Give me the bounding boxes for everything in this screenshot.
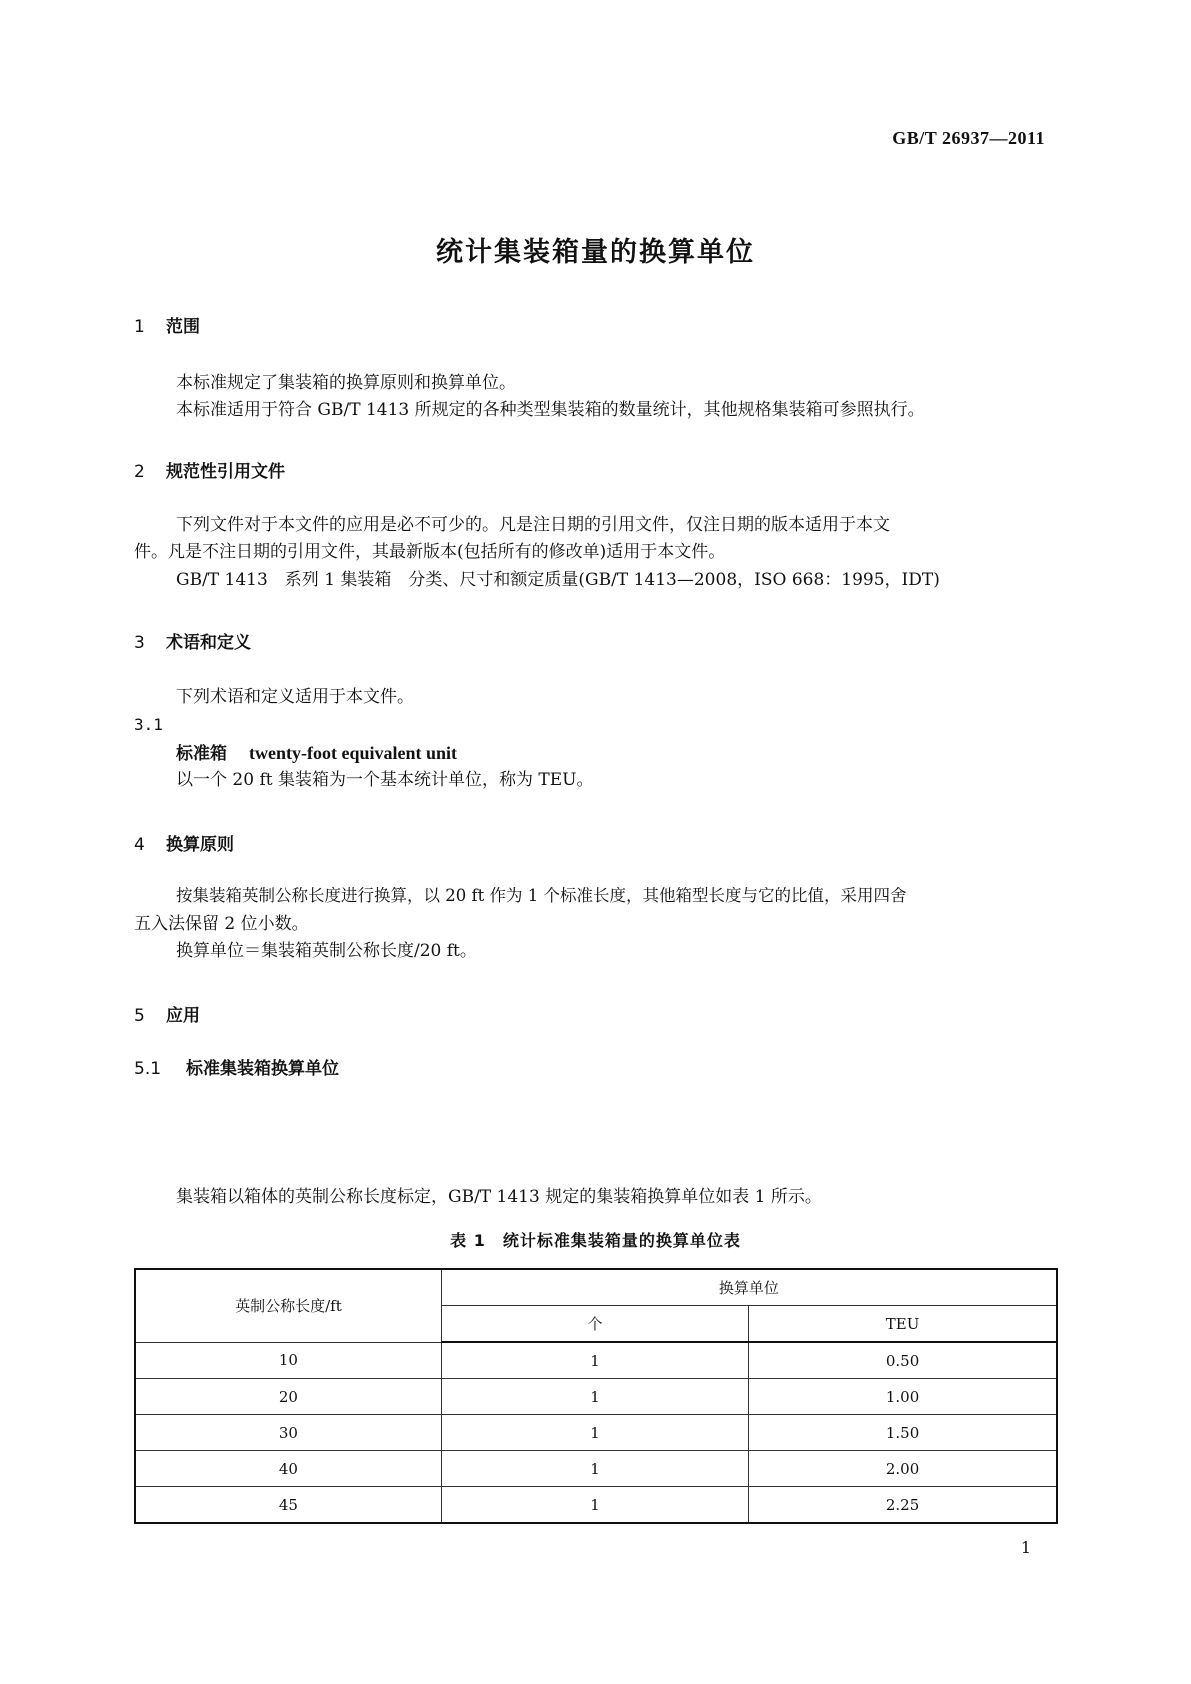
cell-teu: 2.25 [749,1487,1057,1524]
section-title: 范围 [166,317,200,337]
cell-length: 20 [135,1379,441,1415]
term-heading [176,740,457,767]
paragraph: 按集装箱英制公称长度进行换算，以 20 ft 作为 1 个标准长度，其他箱型长度与它的比值，采用四舍 [176,886,907,905]
section-title: 术语和定义 [166,633,251,653]
cell-length: 10 [135,1342,441,1379]
document-code: GB/T 26937—2011 [892,128,1045,148]
table-row [135,1415,1057,1451]
normative-reference: GB/T 1413 系列 1 集装箱 分类、尺寸和额定质量(GB/T 1413—2008，ISO 668：1995，IDT) [176,570,940,590]
term-definition: 以一个 20 ft 集装箱为一个基本统计单位，称为 TEU。 [176,770,594,790]
term-english: twenty-foot equivalent unit [249,743,457,763]
table-row [135,1379,1057,1415]
section-number: 2 [134,462,145,482]
paragraph: 件。凡是不注日期的引用文件，其最新版本(包括所有的修改单)适用于本文件。 [134,542,726,562]
paragraph: 五入法保留 2 位小数。 [134,914,309,934]
cell-teu: 2.00 [749,1451,1057,1487]
cell-count: 1 [441,1379,748,1415]
section-2-heading [134,457,285,482]
section-title: 规范性引用文件 [166,462,285,482]
paragraph: 本标准规定了集装箱的换算原则和换算单位。 [176,373,516,393]
header-conversion-unit: 换算单位 [441,1269,1057,1306]
term-number: 3.1 [134,715,163,734]
cell-count: 1 [441,1451,748,1487]
subsection-title: 标准集装箱换算单位 [186,1059,339,1079]
cell-count: 1 [441,1415,748,1451]
page-number: 1 [1020,1538,1031,1557]
section-title: 应用 [166,1006,200,1026]
cell-length: 30 [135,1415,441,1451]
cell-teu: 1.00 [749,1379,1057,1415]
paragraph: 下列文件对于本文件的应用是必不可少的。凡是注日期的引用文件，仅注日期的版本适用于本文 [176,515,890,535]
section-number: 5 [134,1006,145,1026]
cell-count: 1 [441,1342,748,1379]
paragraph: 下列术语和定义适用于本文件。 [176,687,414,707]
conversion-table [134,1268,1058,1524]
cell-teu: 0.50 [749,1342,1057,1379]
term-chinese: 标准箱 [176,744,227,764]
cell-count: 1 [441,1487,748,1524]
cell-length: 45 [135,1487,441,1524]
section-number: 4 [134,835,145,855]
header-length: 英制公称长度/ft [135,1269,441,1342]
header-teu: TEU [749,1306,1057,1343]
section-1-heading [134,312,200,337]
cell-length: 40 [135,1451,441,1487]
section-3-heading [134,628,251,653]
document-title: 统计集装箱量的换算单位 [436,237,755,268]
table-row [135,1451,1057,1487]
table-caption: 表 1 统计标准集装箱量的换算单位表 [450,1231,741,1250]
header-count: 个 [441,1306,748,1343]
section-5-heading [134,1001,200,1026]
section-number: 1 [134,317,145,337]
cell-teu: 1.50 [749,1415,1057,1451]
table-row [135,1342,1057,1379]
paragraph: 集装箱以箱体的英制公称长度标定，GB/T 1413 规定的集装箱换算单位如表 1 所示。 [176,1187,822,1207]
section-title: 换算原则 [166,835,234,855]
section-number: 3 [134,633,145,653]
formula: 换算单位＝集装箱英制公称长度/20 ft。 [176,941,477,961]
section-4-heading [134,830,234,855]
table-row [135,1487,1057,1524]
paragraph: 本标准适用于符合 GB/T 1413 所规定的各种类型集装箱的数量统计，其他规格集装箱可参照执行。 [176,400,925,420]
subsection-number: 5.1 [134,1059,162,1079]
subsection-5-1-heading [134,1054,339,1079]
